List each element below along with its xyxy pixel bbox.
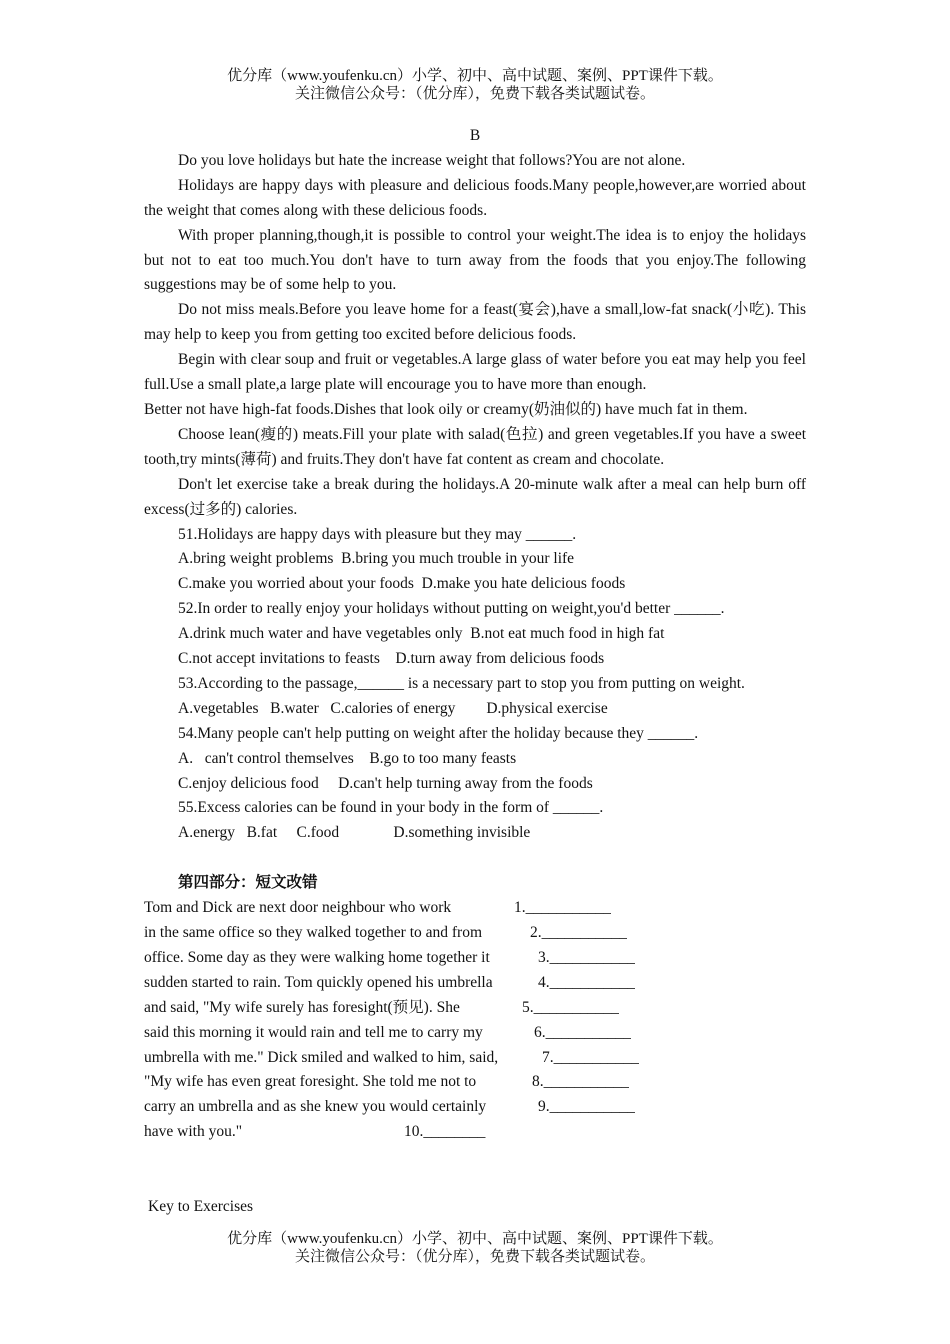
correction-line (144, 1095, 806, 1120)
paragraph: Don't let exercise take a break during the holidays.A 20-minute walk after a meal can help burn off excess(过多的) calories. (144, 475, 806, 518)
answer-blank: 10.________ (404, 1123, 486, 1141)
question-54 (144, 722, 806, 797)
answer-blank: 9.___________ (538, 1098, 635, 1116)
answer-blank: 7.___________ (542, 1048, 639, 1066)
answer-blank: 3.___________ (538, 948, 635, 966)
question-stem: 55.Excess calories can be found in your body in the form of ______. (178, 799, 604, 817)
page-footer (0, 1230, 950, 1266)
correction-text: sudden started to rain. Tom quickly opened his umbrella (144, 973, 493, 991)
question-options: A.bring weight problems B.bring you much trouble in your life (178, 550, 575, 568)
correction-text: in the same office so they walked together to and from (144, 924, 483, 942)
page-header (0, 67, 950, 103)
correction-text: office. Some day as they were walking home together it (144, 948, 490, 966)
error-correction-passage (144, 896, 806, 1145)
correction-text: "My wife has even great foresight. She told me not to (144, 1073, 477, 1091)
correction-text: and said, "My wife surely has foresight(预见). She (144, 998, 460, 1016)
correction-text: umbrella with me." Dick smiled and walked to him, said, (144, 1048, 499, 1066)
header-line-2: 关注微信公众号：（优分库），免费下载各类试题试卷。 (294, 86, 655, 102)
question-51 (144, 523, 806, 598)
header-line-1: 优分库（www.youfenku.cn）小学、初中、高中试题、案例、PPT课件下载。 (227, 68, 723, 84)
answer-blank: 4.___________ (538, 973, 635, 991)
question-options: C.make you worried about your foods D.make you hate delicious foods (178, 575, 626, 593)
document-body (144, 124, 806, 1220)
correction-line (144, 1070, 806, 1095)
question-52 (144, 597, 806, 672)
correction-text: Tom and Dick are next door neighbour who work (144, 899, 452, 917)
correction-text: carry an umbrella and as she knew you would certainly (144, 1098, 487, 1116)
paragraph: Do you love holidays but hate the increase weight that follows?You are not alone. (178, 151, 686, 169)
correction-line (144, 971, 806, 996)
answer-blank: 8.___________ (532, 1073, 629, 1091)
question-stem: 52.In order to really enjoy your holidays without putting on weight,you'd better ______. (178, 600, 725, 618)
question-options: A.drink much water and have vegetables only B.not eat much food in high fat (178, 625, 665, 643)
answer-blank: 2.___________ (530, 924, 627, 942)
footer-line-1: 优分库（www.youfenku.cn）小学、初中、高中试题、案例、PPT课件下载。 (227, 1231, 723, 1247)
answer-blank: 1.___________ (514, 899, 611, 917)
part4-heading: 第四部分：短文改错 (178, 874, 318, 892)
correction-line (144, 1021, 806, 1046)
answer-blank: 6.___________ (534, 1023, 631, 1041)
question-options: A.energy B.fat C.food D.something invisible (178, 824, 531, 842)
question-stem: 51.Holidays are happy days with pleasure but they may ______. (178, 525, 577, 543)
section-label: B (469, 127, 481, 144)
question-stem: 54.Many people can't help putting on weight after the holiday because they ______. (178, 724, 699, 742)
question-53 (144, 672, 806, 722)
correction-line (144, 1046, 806, 1071)
correction-text: have with you." (144, 1123, 243, 1141)
question-55 (144, 796, 806, 846)
paragraph: Begin with clear soup and fruit or vegetables.A large glass of water before you eat may help you feel full.Use a small plate,a large plate will encourage you to have more than enough. (144, 351, 806, 394)
paragraph: Choose lean(瘦的) meats.Fill your plate with salad(色拉) and green vegetables.If you have a sweet tooth,try mints(薄荷) and fruits.They don't have fat content as cream and chocolate. (144, 425, 806, 468)
correction-line (144, 996, 806, 1021)
question-stem: 53.According to the passage,______ is a necessary part to stop you from putting on weight. (178, 674, 745, 692)
paragraph: Holidays are happy days with pleasure and delicious foods.Many people,however,are worried about the weight that comes along with these delicious foods. (144, 176, 806, 219)
correction-line (144, 946, 806, 971)
correction-text: said this morning it would rain and tell me to carry my (144, 1023, 483, 1041)
paragraph: Better not have high-fat foods.Dishes that look oily or creamy(奶油似的) have much fat in them. (144, 400, 748, 418)
paragraph: With proper planning,though,it is possible to control your weight.The idea is to enjoy the holidays but not to eat too much.You don't have to turn away from the foods that you enjoy.The following suggestions may be of some help to you. (144, 226, 806, 294)
question-options: A. can't control themselves B.go to too many feasts (178, 749, 517, 767)
paragraph: Do not miss meals.Before you leave home for a feast(宴会),have a small,low-fat snack(小吃). This may help to keep you from getting too excited before delicious foods. (144, 301, 806, 344)
correction-line (144, 896, 806, 921)
correction-line (144, 921, 806, 946)
question-options: A.vegetables B.water C.calories of energy D.physical exercise (178, 699, 608, 717)
question-options: C.not accept invitations to feasts D.turn away from delicious foods (178, 650, 605, 668)
correction-line (144, 1120, 806, 1145)
question-options: C.enjoy delicious food D.can't help turning away from the foods (178, 774, 593, 792)
key-title: Key to Exercises (148, 1198, 254, 1216)
footer-line-2: 关注微信公众号：（优分库），免费下载各类试题试卷。 (294, 1249, 655, 1265)
answer-blank: 5.___________ (522, 998, 619, 1016)
